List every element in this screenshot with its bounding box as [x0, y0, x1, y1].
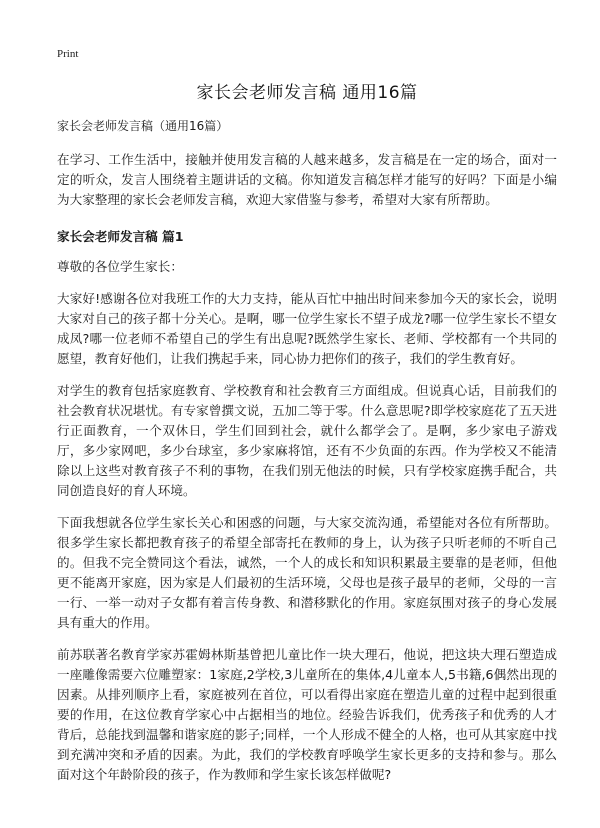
print-link[interactable]: Print	[57, 48, 79, 60]
body-paragraph-2: 对学生的教育包括家庭教育、学校教育和社会教育三方面组成。但说真心话，目前我们的社会教育状况堪忧。有专家曾撰文说，五加二等于零。什么意思呢?即学校家庭花了五天进行正面教育，一个双休日，学生们回到社会，就什么都学会了。是啊，多少家电子游戏厅，多少家网吧，多少台球室，多少家麻将馆，还有不少负面的东西。作为学校又不能清除以上这些对教育孩子不利的事物，在我们别无他法的时候，只有学校家庭携手配合，共同创造良好的育人环境。	[57, 383, 557, 498]
body-paragraph-1: 大家好!感谢各位对我班工作的大力支持，能从百忙中抽出时间来参加今天的家长会，说明大家对自己的孩子都十分关心。是啊，哪一位学生家长不望子成龙?哪一位学生家长不望女成凤?哪一位老师不希望自己的学生有出息呢?既然学生家长、老师、学校都有一个共同的愿望，教育好他们，让我们携起手来，同心协力把你们的孩子，我们的学生教育好。	[57, 291, 557, 366]
document-subtitle: 家长会老师发言稿（通用16篇）	[57, 119, 229, 133]
intro-paragraph: 在学习、工作生活中，接触并使用发言稿的人越来越多，发言稿是在一定的场合，面对一定的听众，发言人围绕着主题讲话的文稿。你知道发言稿怎样才能写的好吗？下面是小编为大家整理的家长会老师发言稿，欢迎大家借鉴与参考，希望对大家有所帮助。	[57, 152, 557, 207]
document-body	[57, 78, 557, 797]
section-heading: 家长会老师发言稿 篇1	[57, 229, 184, 244]
body-paragraph-4: 前苏联著名教育学家苏霍姆林斯基曾把儿童比作一块大理石，他说，把这块大理石塑造成一座雕像需要六位雕塑家：1家庭,2学校,3儿童所在的集体,4儿童本人,5书籍,6偶然出现的因素。从排列顺序上看，家庭被列在首位，可以看得出家庭在塑造儿童的过程中起到很重要的作用，在这位教育学家心中占据相当的地位。经验告诉我们，优秀孩子和优秀的人才背后，总能找到温馨和谐家庭的影子;同样，一个人形成不健全的人格，也可从其家庭中找到充满冲突和矛盾的因素。为此，我们的学校教育呼唤学生家长更多的支持和参与。那么面对这个年龄阶段的孩子，作为教师和学生家长该怎样做呢?	[57, 647, 557, 782]
page-title: 家长会老师发言稿 通用16篇	[196, 83, 418, 103]
salutation: 尊敬的各位学生家长：	[57, 259, 183, 274]
body-paragraph-3: 下面我想就各位学生家长关心和困惑的问题，与大家交流沟通，希望能对各位有所帮助。很多学生家长都把教育孩子的希望全部寄托在教师的身上，认为孩子只听老师的不听自己的。但我不完全赞同这个看法，诚然，一个人的成长和知识积累最主要靠的是老师，但他更不能离开家庭，因为家是人们最初的生活环境，父母也是孩子最早的老师，父母的一言一行、一举一动对子女都有着言传身教、和潜移默化的作用。家庭氛围对孩子的身心发展具有重大的作用。	[57, 515, 557, 630]
